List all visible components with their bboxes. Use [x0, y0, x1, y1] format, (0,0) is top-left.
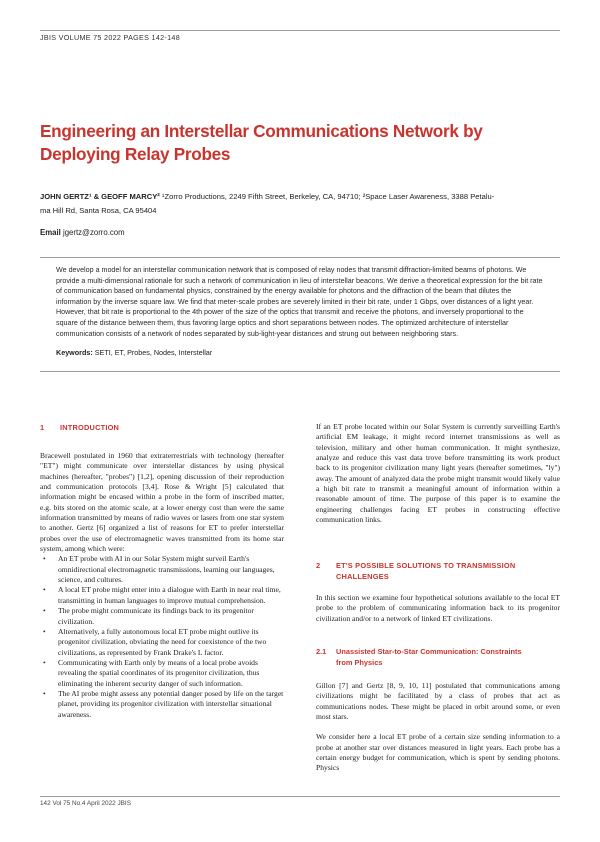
keywords-value: SETI, ET, Probes, Nodes, Interstellar — [94, 348, 213, 357]
journal-header: JBIS VOLUME 75 2022 PAGES 142-148 — [40, 33, 181, 42]
section-title-cont: CHALLENGES — [336, 571, 389, 581]
paragraph: In this section we examine four hypothetical solutions available to the local ET probe to the problem of communicating information back to its progenitor civilization and/or to a network of linked ET civilizations. — [316, 593, 560, 623]
list-item: • Alternatively, a fully autonomous local ET probe might outlive its progenitor civilization, obviating the need for coexistence of the two civilizations, as represented by Frank Drake's L factor. — [40, 627, 284, 658]
email-line — [40, 228, 125, 237]
section-1-heading — [40, 423, 119, 434]
paragraph: If an ET probe located within our Solar System is currently surveilling Earth's artificial EM leakage, it might record internet transmissions as well as television, military and other human communication. It might synthesize, analyze and reduce this vast data trove before transmitting its work product back to its progenitor civilization many light years (hereafter sometimes, "ly") away. The amount of analyzed data the probe might transmit would likely value a high bit rate to transmit a meaningful amount of information within a reasonable amount of time. The purpose of this paper is to examine the engineering challenges facing ET probes in constructing effective communication links. — [316, 422, 560, 525]
right-column-bottom — [316, 681, 560, 774]
keywords — [56, 348, 212, 357]
email-label: Email — [40, 228, 61, 237]
section-number: 1 — [40, 423, 45, 432]
header-rule — [40, 30, 560, 31]
paragraph: We consider here a local ET probe of a certain size sending information to a probe at another star over distances measured in light years. Each probe has a certain energy budget for communication, which is spent by sending photons. Physics — [316, 732, 560, 773]
author-block — [40, 190, 560, 217]
author-affiliations: ¹Zorro Productions, 2249 Fifth Street, Berkeley, CA, 94710; ²Space Laser Awareness, 3388 Petalu- — [159, 192, 495, 201]
intro-paragraph: Bracewell postulated in 1960 that extraterrestrials with technology (hereafter "ET") might communicate over interstellar distances by using physical machines (hereafter, "probes") [1,2], opening discussion of their reproduction and communication protocols [3,4]. Rose & Wright [5] calculated that information might be encased within a probe in the form of inscribed matter, e.g. bits stored on the atomic scale, at a lower energy cost than were the same information transmitted by means of radio waves or lasers from one star system to another. Gertz [6] organized a list of reasons for ET to prefer interstellar probes over the use of electromagnetic waves transmitted from its home star system, among which were: — [40, 451, 284, 554]
keywords-label: Keywords: — [56, 348, 93, 357]
left-column — [40, 451, 284, 720]
paragraph: Gillon [7] and Gertz [8, 9, 10, 11] postulated that communications among civilizations might be facilitated by a class of probes that act as communications nodes. These might be placed in orbit around some, or even most stars. — [316, 681, 560, 722]
email-address[interactable]: jgertz@zorro.com — [62, 228, 125, 237]
subsection-title: Unassisted Star-to-Star Communication: Constraints — [336, 647, 522, 656]
reasons-list — [40, 554, 284, 720]
abstract: We develop a model for an interstellar communication network that is composed of relay nodes that transmit diffraction-limited beams of photons. We provide a multi-dimensional rationale for such a network of communication in lieu of interstellar beacons. We derive a theoretical expression for the bit rate of communication based on fundamental physics, constrained by the energy available for photons and the diffraction of the beam that dilutes the information by the inverse square law. We find that meter-scale probes are severely limited in their bit rate, under 1 Gbps, over distances of a light year. However, that bit rate is proportional to the 4th power of the size of the optics that transmit and receive the photons, and inversely proportional to the square of the distance between them, thus favoring large optics and short separations between nodes. The optimized architecture of interstellar communication consists of a network of nodes separated by sub-light-year distances and strung out between neighboring stars. — [56, 266, 543, 338]
list-item: • A local ET probe might enter into a dialogue with Earth in near real time, transmitting in human languages to improve mutual comprehension. — [40, 585, 284, 606]
paper-title: Engineering an Interstellar Communications Network by Deploying Relay Probes — [40, 121, 483, 164]
right-column-top — [316, 422, 560, 525]
list-item: • Communicating with Earth only by means of a local probe avoids revealing the spatial coordinates of its progenitor civilization, thus eliminating the inherent security danger of such information. — [40, 658, 284, 689]
list-item: • An ET probe with AI in our Solar System might surveil Earth's omnidirectional electromagnetic transmissions, learning our languages, science, and cultures. — [40, 554, 284, 585]
list-item: • The AI probe might assess any potential danger posed by life on the target planet, providing its progenitor civilization with interstellar situational awareness. — [40, 689, 284, 720]
author-affiliations-cont: ma Hill Rd, Santa Rosa, CA 95404 — [40, 205, 157, 215]
section-title: ET'S POSSIBLE SOLUTIONS TO TRANSMISSION — [336, 561, 516, 570]
page-footer: 142 Vol 75 No.4 April 2022 JBIS — [40, 800, 131, 807]
section-number: 2 — [316, 561, 321, 570]
footer-rule — [40, 796, 560, 797]
section-2-heading — [316, 561, 515, 582]
section-title: INTRODUCTION — [60, 423, 120, 432]
subsection-title-cont: from Physics — [336, 657, 383, 667]
list-item: • The probe might communicate its findings back to its progenitor civilization. — [40, 606, 284, 627]
subsection-number: 2.1 — [316, 647, 327, 656]
author-names: JOHN GERTZ¹ & GEOFF MARCY² — [40, 192, 160, 201]
right-column-mid — [316, 593, 560, 624]
subsection-2-1-heading — [316, 647, 522, 668]
